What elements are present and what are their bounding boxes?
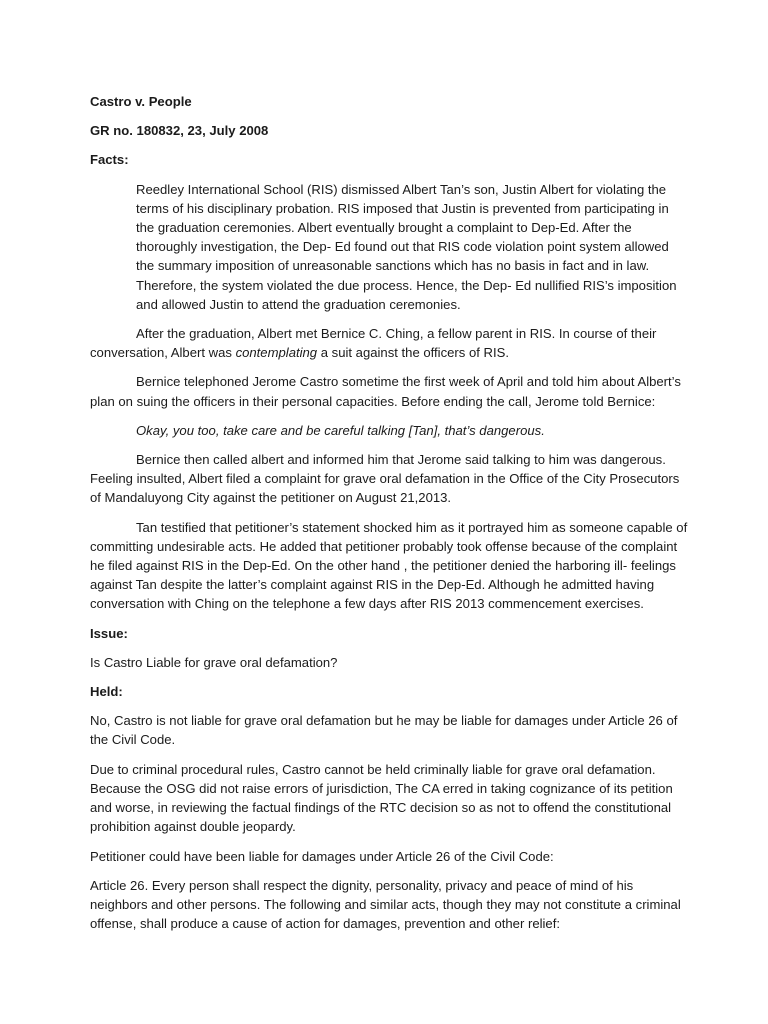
facts-paragraph-2-text-a: After the graduation, Albert met Bernice C. Ching, a fellow parent in RIS. In course of their conversation, Albert was [90,326,657,361]
facts-paragraph-2-text-b: a suit against the officers of RIS. [317,345,509,361]
facts-paragraph-4: Bernice then called albert and informed him that Jerome said talking to him was dangerous. Feeling insulted, Albert filed a complaint for grave oral defamation in the Office of the City Prosecutors of Mandaluyong City against the petitioner on August 21,2013. [90,452,680,506]
facts-paragraph-2 [90,324,690,362]
case-number: GR no. 180832, 23, July 2008 [90,123,269,139]
document-body [90,92,690,943]
held-paragraph-3: Petitioner could have been liable for damages under Article 26 of the Civil Code: [90,848,554,864]
issue-heading: Issue: [90,625,128,641]
held-paragraph-2: Due to criminal procedural rules, Castro cannot be held criminally liable for grave oral defamation. Because the OSG did not raise errors of jurisdiction, The CA erred in taking cognizance of its petition and worse, in reviewing the factual findings of the RTC decision so as not to offend the constitutional prohibition against double jeopardy. [90,761,673,835]
facts-paragraph-5: Tan testified that petitioner’s statement shocked him as it portrayed him as someone capable of committing undesirable acts. He added that petitioner probably took offense because of the complaint he filed against RIS in the Dep-Ed. On the other hand , the petitioner denied the harboring ill- feelings against Tan despite the latter’s complaint against RIS in the Dep-Ed. Although he admitted having conversation with Ching on the telephone a few days after RIS 2013 commencement exercises. [90,519,688,612]
quoted-statement: Okay, you too, take care and be careful talking [Tan], that’s dangerous. [136,422,545,438]
facts-paragraph-2-emphasis: contemplating [235,345,318,361]
facts-paragraph-1: Reedley International School (RIS) dismissed Albert Tan’s son, Justin Albert for violating the terms of his disciplinary probation. RIS imposed that Justin is prevented from participating in the graduation ceremonies. Albert eventually brought a complaint to Dep-Ed. After the thoroughly investigation, the Dep- Ed found out that RIS code violation point system allowed the summary imposition of unreasonable sanctions which has no basis in fact and in law. Therefore, the system violated the due process. Hence, the Dep- Ed nullified RIS’s imposition and allowed Justin to attend the graduation ceremonies. [136,181,677,312]
held-paragraph-4: Article 26. Every person shall respect the dignity, personality, privacy and peace of mind of his neighbors and other persons. The following and similar acts, though they may not constitute a criminal offense, shall produce a cause of action for damages, prevention and other relief: [90,877,681,932]
held-paragraph-1: No, Castro is not liable for grave oral defamation but he may be liable for damages under Article 26 of the Civil Code. [90,713,678,748]
held-heading: Held: [90,684,123,700]
facts-paragraph-3: Bernice telephoned Jerome Castro sometime the first week of April and told him about Albert’s plan on suing the officers in their personal capacities. Before ending the call, Jerome told Bernice: [90,374,681,409]
facts-heading: Facts: [90,152,129,168]
case-title: Castro v. People [90,94,192,109]
issue-text: Is Castro Liable for grave oral defamation? [90,654,338,670]
